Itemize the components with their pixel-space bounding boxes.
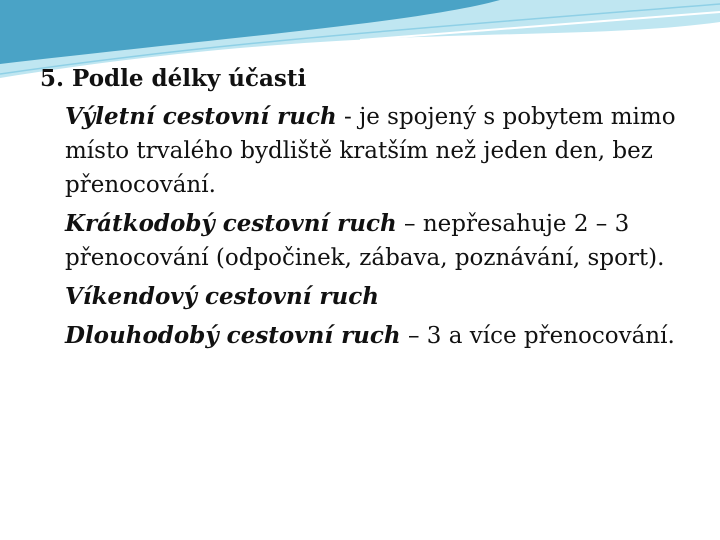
item-text: – nepřesahuje 2 – 3 přenocování (odpočinek, zábava, poznávání, sport). xyxy=(65,211,665,271)
slide-heading: 5. Podle délky účasti xyxy=(40,65,307,92)
list-item xyxy=(40,207,690,275)
item-term: Víkendový cestovní ruch xyxy=(65,283,379,310)
item-term: Výletní cestovní ruch xyxy=(65,103,337,130)
list-item xyxy=(40,319,690,353)
list-item xyxy=(40,100,690,202)
item-text: – 3 a více přenocování. xyxy=(400,323,675,349)
slide-content xyxy=(40,62,690,358)
item-text: - je spojený s pobytem mimo místo trvalého bydliště kratším než jeden den, bez přenocování. xyxy=(65,104,676,198)
item-term: Dlouhodobý cestovní ruch xyxy=(65,322,401,349)
list-item xyxy=(40,280,690,314)
item-term: Krátkodobý cestovní ruch xyxy=(65,210,397,237)
